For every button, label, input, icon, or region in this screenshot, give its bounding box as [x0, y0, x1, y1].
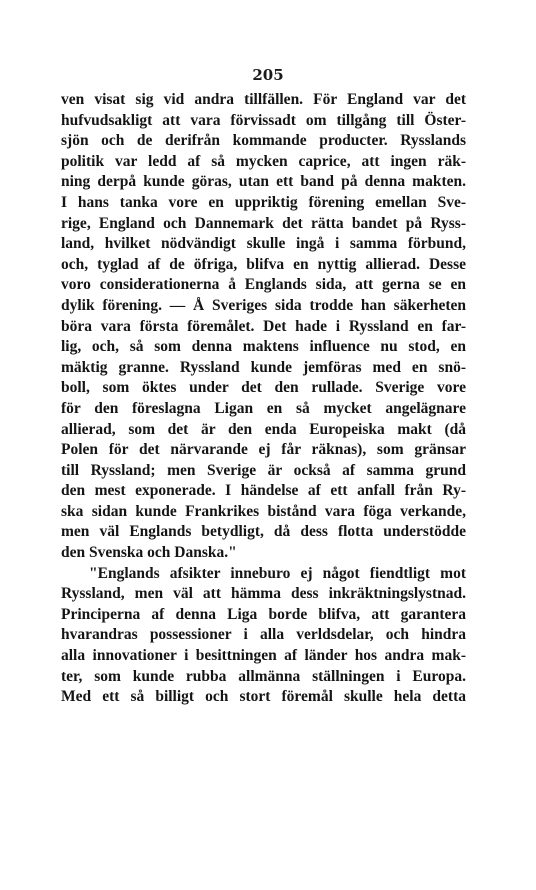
text-line: ven visat sig vid andra tillfällen. För England var det: [61, 91, 466, 108]
text-line: dylik förening. — Å Sveriges sida trodde han säkerheten: [61, 296, 466, 314]
text-line: och, tyglad af de öfriga, blifva en nyttig allierad. Desse: [61, 255, 466, 273]
text-line: till Ryssland; men Sverige är också af samma grund: [61, 461, 466, 479]
text-line: voro considerationerna å Englands sida, att gerna se en: [61, 276, 466, 294]
text-line: Polen för det närvarande ej får räknas), som gränsar: [61, 441, 466, 459]
text-line: mäktig granne. Ryssland kunde jemföras med en snö-: [61, 358, 466, 376]
text-line: allierad, som det är den enda Europeiska makt (då: [61, 420, 466, 438]
text-line: sjön och de derifrån kommande producter. Rysslands: [61, 132, 466, 150]
text-line: Principerna af denna Liga borde blifva, att garantera: [61, 605, 466, 623]
text-line: hufvudsakligt att vara förvissadt om tillgång till Öster-: [61, 111, 466, 129]
text-line: ning derpå kunde göras, utan ett band på denna makten.: [61, 173, 466, 191]
text-line: ska sidan kunde Frankrikes bistånd vara föga verkande,: [61, 502, 466, 520]
text-line: alla innovationer i besittningen af länder hos andra mak-: [61, 647, 466, 665]
text-line: den mest exponerade. I händelse af ett anfall från Ry-: [61, 482, 466, 500]
text-line: ter, som kunde rubba allmänna ställningen i Europa.: [61, 667, 466, 685]
text-line: "Englands afsikter inneburo ej något fiendtligt mot: [89, 564, 466, 582]
text-line: den Svenska och Danska.": [61, 544, 237, 562]
text-line: Med ett så billigt och stort föremål skulle hela detta: [61, 688, 466, 706]
text-line: I hans tanka vore en uppriktig förening emellan Sve-: [61, 193, 466, 211]
text-line: för den föreslagna Ligan en så mycket angelägnare: [61, 399, 466, 417]
text-line: böra vara första föremålet. Det hade i Ryssland en far-: [61, 317, 466, 335]
text-line: hvarandras possessioner i alla verldsdelar, och hindra: [61, 626, 466, 644]
text-line: men väl Englands betydligt, då dess flotta understödde: [61, 523, 466, 541]
text-line: politik var ledd af så mycken caprice, att ingen räk-: [61, 152, 466, 170]
text-line: Ryssland, men väl att hämma dess inkräktningslystnad.: [61, 585, 466, 603]
body-text: [61, 90, 466, 708]
text-line: land, hvilket nödvändigt skulle ingå i samma förbund,: [61, 235, 466, 253]
text-line: lig, och, så som denna maktens influence nu stod, en: [61, 338, 466, 356]
page-number: 205: [252, 66, 284, 84]
text-line: boll, som öktes under det den rullade. Sverige vore: [61, 379, 466, 397]
text-line: rige, England och Dannemark det rätta bandet på Ryss-: [61, 214, 466, 232]
